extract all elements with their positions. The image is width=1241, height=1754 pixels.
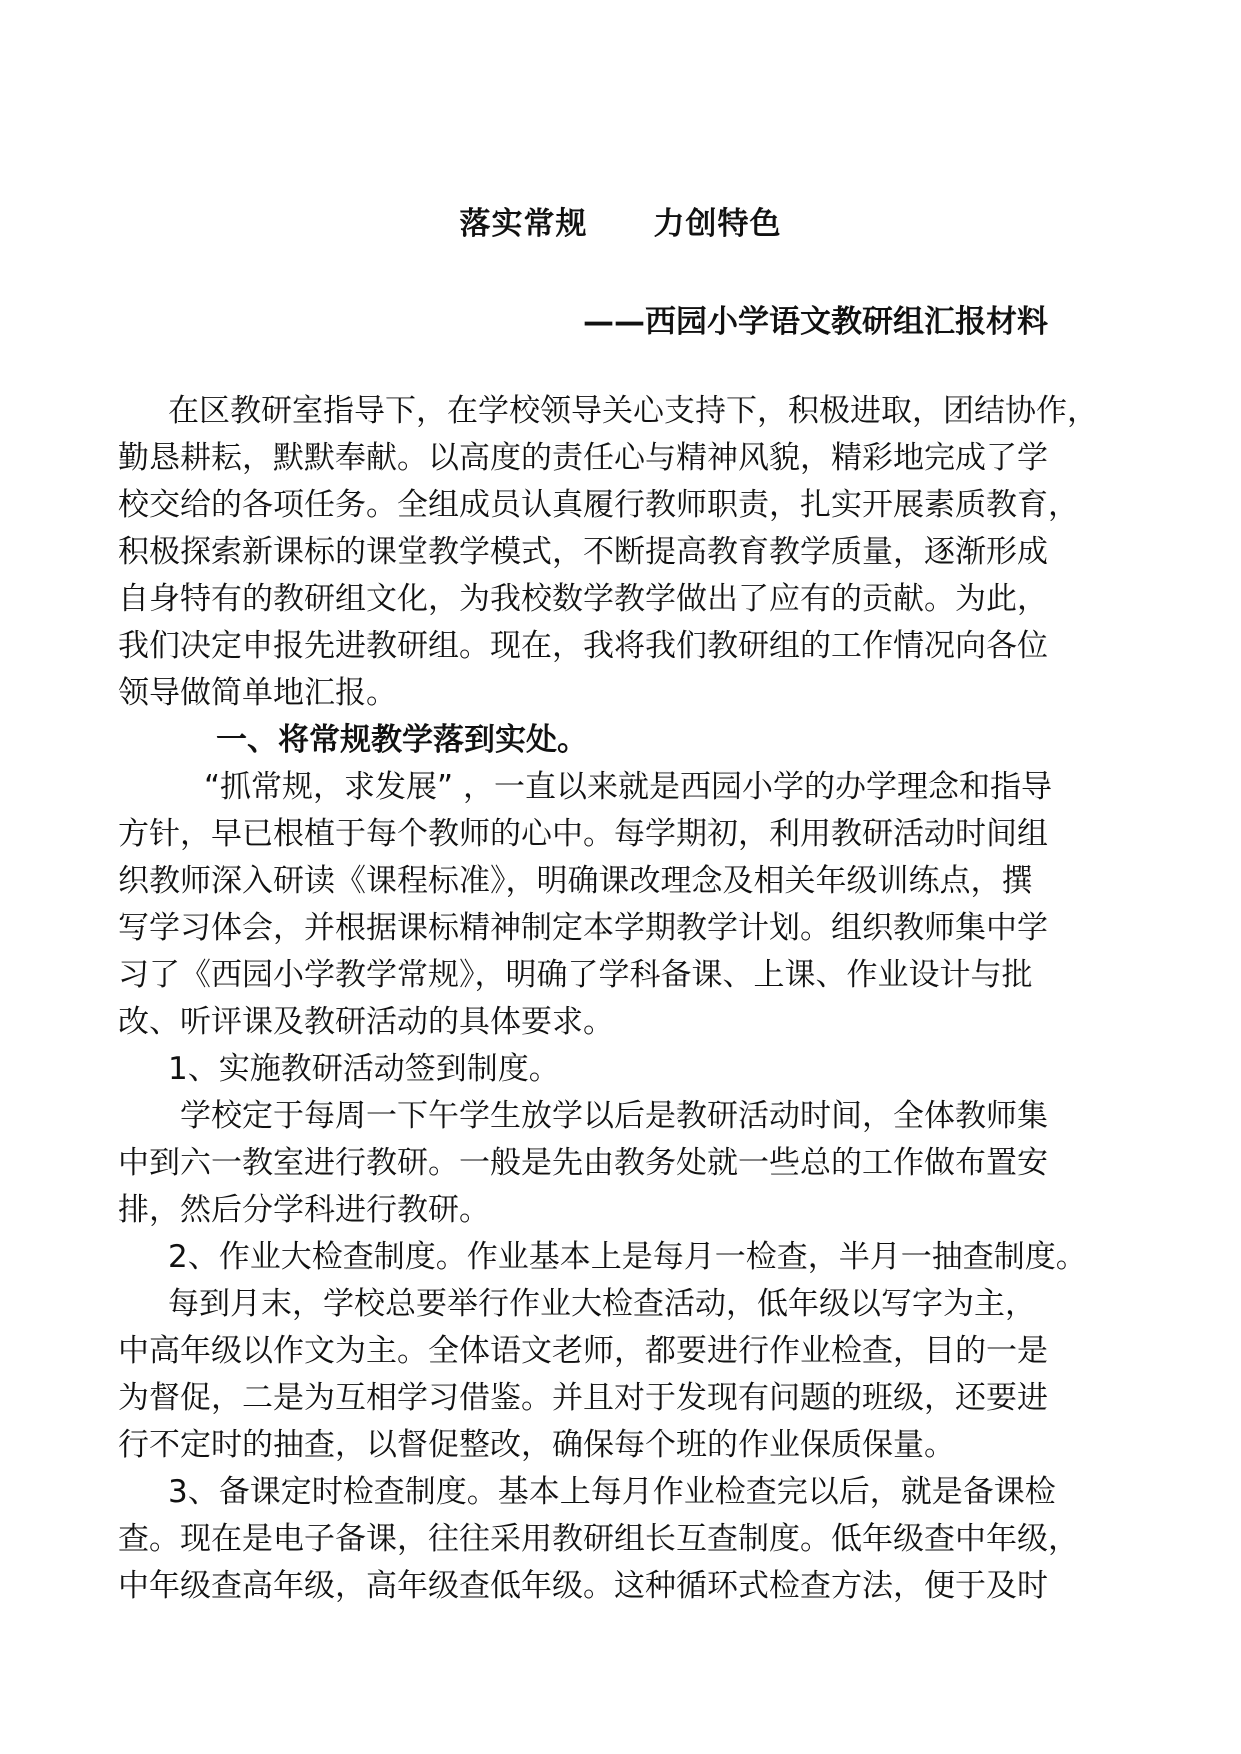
body-line: 中年级查高年级，高年级查低年级。这种循环式检查方法，便于及时	[118, 1568, 1048, 1604]
body-line: 3、备课定时检查制度。基本上每月作业检查完以后，就是备课检	[168, 1474, 1056, 1510]
document-body	[118, 388, 1228, 1610]
document-title	[0, 198, 1241, 243]
document-subtitle: ——西园小学语文教研组汇报材料	[583, 304, 1048, 340]
body-line: 习了《西园小学教学常规》，明确了学科备课、上课、作业设计与批	[118, 957, 1033, 993]
body-line: 学校定于每周一下午学生放学以后是教研活动时间，全体教师集	[180, 1098, 1048, 1134]
body-line: 自身特有的教研组文化，为我校数学教学做出了应有的贡献。为此，	[118, 581, 1048, 617]
body-line: 写学习体会，并根据课标精神制定本学期教学计划。组织教师集中学	[118, 910, 1048, 946]
title-part-2: 力创特色	[653, 206, 782, 242]
body-line: 织教师深入研读《课程标准》，明确课改理念及相关年级训练点，撰	[118, 863, 1033, 899]
title-part-1: 落实常规	[459, 206, 588, 242]
body-line: 每到月末，学校总要举行作业大检查活动，低年级以写字为主，	[168, 1286, 1036, 1322]
body-line: 方针，早已根植于每个教师的心中。每学期初，利用教研活动时间组	[118, 816, 1048, 852]
body-line: 领导做简单地汇报。	[118, 675, 397, 711]
body-line: 1、实施教研活动签到制度。	[168, 1051, 560, 1087]
body-line: 为督促，二是为互相学习借鉴。并且对于发现有问题的班级，还要进	[118, 1380, 1048, 1416]
body-line: 查。现在是电子备课，往往采用教研组长互查制度。低年级查中年级，	[118, 1521, 1079, 1557]
body-line: “抓常规，求发展” ，一直以来就是西园小学的办学理念和指导	[204, 769, 1052, 805]
body-line: 2、作业大检查制度。作业基本上是每月一检查，半月一抽查制度。	[168, 1239, 1087, 1275]
body-line: 勤恳耕耘，默默奉献。以高度的责任心与精神风貌，精彩地完成了学	[118, 440, 1048, 476]
body-line: 排，然后分学科进行教研。	[118, 1192, 490, 1228]
body-line: 中到六一教室进行教研。一般是先由教务处就一些总的工作做布置安	[118, 1145, 1048, 1181]
body-line: 我们决定申报先进教研组。现在，我将我们教研组的工作情况向各位	[118, 628, 1048, 664]
body-line: 在区教研室指导下，在学校领导关心支持下，积极进取，团结协作，	[168, 393, 1098, 429]
body-line: 中高年级以作文为主。全体语文老师，都要进行作业检查，目的一是	[118, 1333, 1048, 1369]
body-line: 行不定时的抽查，以督促整改，确保每个班的作业保质保量。	[118, 1427, 955, 1463]
body-line: 校交给的各项任务。全组成员认真履行教师职责，扎实开展素质教育，	[118, 487, 1079, 523]
body-line: 改、听评课及教研活动的具体要求。	[118, 1004, 614, 1040]
body-line: 积极探索新课标的课堂教学模式，不断提高教育教学质量，逐渐形成	[118, 534, 1048, 570]
section-heading: 一、将常规教学落到实处。	[216, 722, 588, 758]
